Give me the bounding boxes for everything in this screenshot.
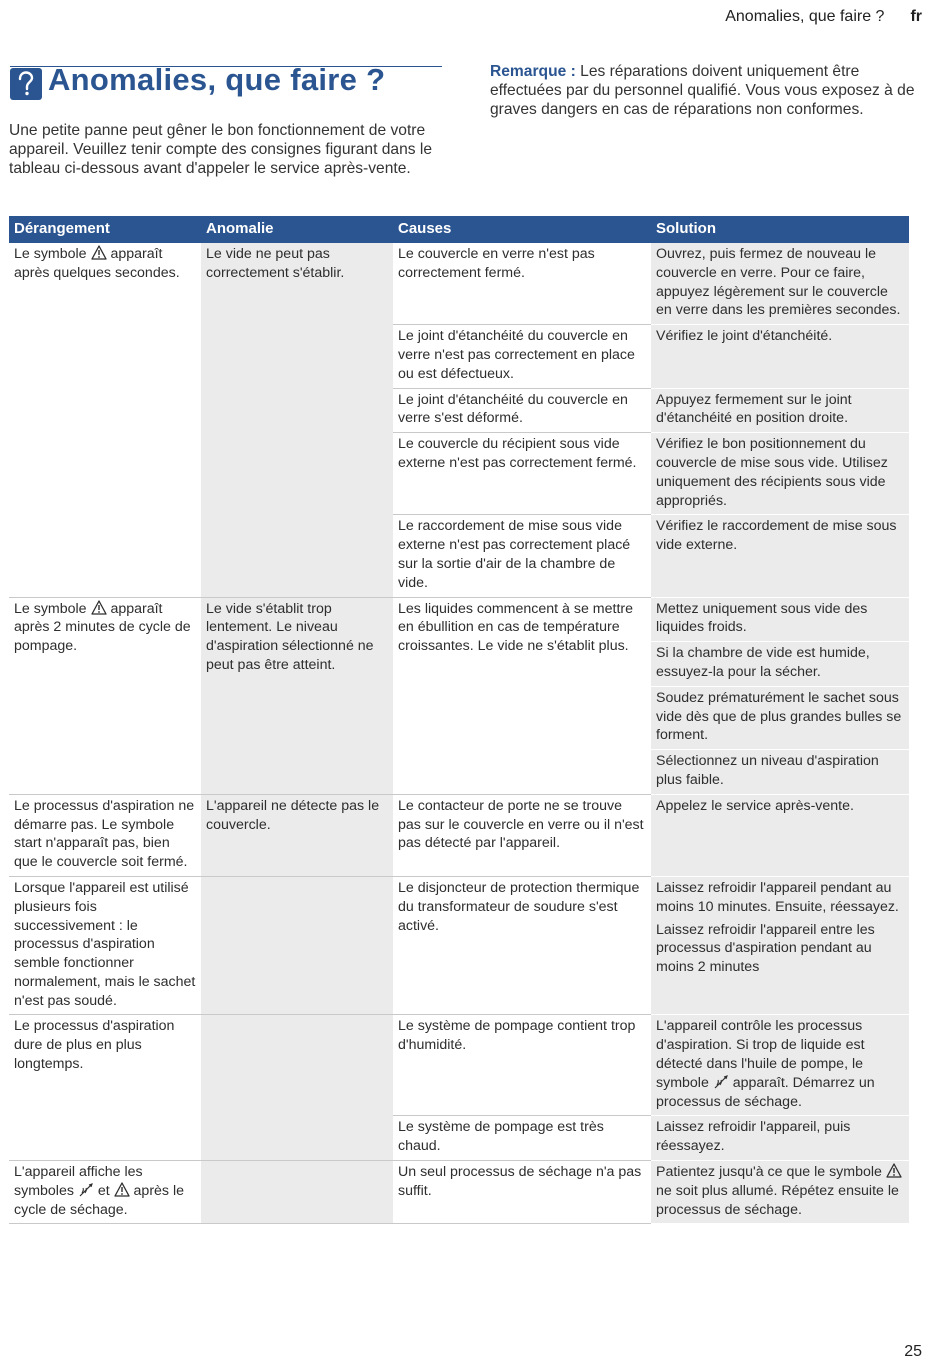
warning-icon	[114, 1183, 130, 1199]
fault-cell	[9, 243, 201, 597]
header-fault: Dérangement	[9, 216, 201, 243]
solution-cell	[651, 325, 909, 388]
text-segment: Le processus d'aspiration ne démarre pas. Le symbole start n'apparaît pas, bien que le couvercle soit fermé.	[14, 797, 195, 871]
text-segment: Le processus d'aspiration dure de plus en plus longtemps.	[14, 1018, 175, 1073]
anomaly-cell: L'appareil ne détecte pas le couvercle.	[201, 794, 393, 876]
fault-cell	[9, 794, 201, 876]
fault-cell	[9, 597, 201, 794]
anomaly-cell	[201, 1161, 393, 1224]
text-segment: et	[93, 1182, 114, 1199]
text-segment: Lorsque l'appareil est utilisé plusieurs fois successivement : le processus d'aspiration semble fonctionner normalement, mais le sachet n'est pas soudé.	[14, 879, 196, 1009]
table-row	[9, 876, 909, 1015]
text-segment: ne soit plus allumé. Répétez ensuite le processus de séchage.	[656, 1182, 899, 1218]
table-row	[9, 1161, 909, 1224]
table-body	[9, 243, 909, 1224]
anomaly-cell	[201, 1015, 393, 1161]
table-row	[9, 794, 909, 876]
running-header	[725, 8, 922, 26]
troubleshooting-table	[9, 216, 909, 1224]
cause-cell: Le couvercle du récipient sous vide externe n'est pas correctement fermé.	[393, 433, 651, 515]
header-solution: Solution	[651, 216, 909, 243]
table-header-row	[9, 216, 909, 243]
table-row	[9, 1015, 909, 1116]
solution-cell	[651, 433, 909, 515]
dry-icon	[78, 1183, 94, 1199]
question-icon	[10, 68, 42, 100]
solution-cell	[651, 1116, 909, 1161]
fault-cell	[9, 876, 201, 1015]
anomaly-cell	[201, 876, 393, 1015]
dry-icon	[713, 1075, 729, 1091]
anomaly-cell: Le vide ne peut pas correctement s'établir.	[201, 243, 393, 597]
text-segment: L'appareil contrôle les processus d'aspiration. Si trop de liquide est détecté dans l'huile de pompe, le symbole	[656, 1018, 865, 1091]
solution-cell	[651, 1161, 909, 1224]
page-title: Anomalies, que faire ?	[48, 62, 386, 97]
note-paragraph	[490, 62, 920, 119]
solution-text: Appuyez fermement sur le joint d'étanchéité en position droite.	[656, 391, 852, 427]
cause-cell: Le joint d'étanchéité du couvercle en verre s'est déformé.	[393, 388, 651, 433]
solution-cell: Si la chambre de vide est humide, essuyez-la pour la sécher.	[651, 642, 909, 687]
note-label: Remarque :	[490, 63, 576, 80]
warning-icon	[91, 601, 107, 617]
table-row	[9, 597, 909, 642]
text-segment: apparaît après quelques secondes.	[14, 246, 180, 281]
language-code: fr	[910, 8, 922, 25]
table-row	[9, 243, 909, 325]
solution-text: Vérifiez le joint d'étanchéité.	[656, 328, 833, 345]
intro-paragraph: Une petite panne peut gêner le bon fonctionnement de votre appareil. Veuillez tenir compte des consignes figurant dans le tableau ci-dessous avant d'appeler le service après-vente.	[9, 122, 433, 177]
text-segment: après le cycle de séchage.	[14, 1182, 185, 1218]
solution-cell: Soudez prématurément le sachet sous vide dès que de plus grandes bulles se forment.	[651, 686, 909, 749]
text-segment: apparaît. Démarrez un processus de séchage.	[656, 1074, 875, 1110]
header-anomaly: Anomalie	[201, 216, 393, 243]
fault-cell	[9, 1015, 201, 1161]
text-segment: Patientez jusqu'à ce que le symbole	[656, 1164, 886, 1181]
solution-cell	[651, 388, 909, 433]
solution-text: Laissez refroidir l'appareil entre les processus d'aspiration pendant au moins 2 minutes	[656, 921, 875, 976]
cause-cell: Le système de pompage est très chaud.	[393, 1116, 651, 1161]
anomaly-cell: Le vide s'établit trop lentement. Le niveau d'aspiration sélectionné ne peut pas être atteint.	[201, 597, 393, 794]
page-number: 25	[904, 1343, 922, 1360]
cause-cell: Le raccordement de mise sous vide externe n'est pas correctement placé sur la sortie d'air de la chambre de vide.	[393, 515, 651, 597]
cause-cell: Le système de pompage contient trop d'humidité.	[393, 1015, 651, 1116]
text-segment: Le symbole	[14, 600, 91, 617]
solution-text: Ouvrez, puis fermez de nouveau le couvercle en verre. Pour ce faire, appuyez légèrement sur le couvercle en verre dans les premières secondes.	[656, 246, 901, 319]
solution-cell	[651, 794, 909, 876]
cause-cell: Le joint d'étanchéité du couvercle en verre n'est pas correctement en place ou est défectueux.	[393, 325, 651, 388]
solution-text: Vérifiez le bon positionnement du couvercle de mise sous vide. Utilisez uniquement des récipients sous vide appropriés.	[656, 436, 888, 509]
text-segment: apparaît après 2 minutes de cycle de pompage.	[14, 600, 191, 655]
solution-cell	[651, 243, 909, 325]
solution-text: Laissez refroidir l'appareil, puis réessayez.	[656, 1119, 851, 1155]
text-segment: L'appareil affiche les symboles	[14, 1164, 143, 1199]
warning-icon	[91, 246, 107, 262]
cause-cell: Le contacteur de porte ne se trouve pas sur le couvercle en verre ou il n'est pas détecté par l'appareil.	[393, 794, 651, 876]
warning-icon	[886, 1164, 902, 1180]
solution-text: Laissez refroidir l'appareil pendant au moins 10 minutes. Ensuite, réessayez.	[656, 879, 899, 915]
text-segment: Le symbole	[14, 246, 91, 262]
fault-cell	[9, 1161, 201, 1224]
running-header-title: Anomalies, que faire ?	[725, 8, 885, 25]
solution-cell: Sélectionnez un niveau d'aspiration plus faible.	[651, 750, 909, 795]
cause-cell: Un seul processus de séchage n'a pas suffit.	[393, 1161, 651, 1224]
cause-cell: Les liquides commencent à se mettre en ébullition en cas de température croissantes. Le vide ne s'établit plus.	[393, 597, 651, 794]
solution-cell: Mettez uniquement sous vide des liquides froids.	[651, 597, 909, 642]
cause-cell: Le disjoncteur de protection thermique du transformateur de soudure s'est activé.	[393, 876, 651, 1015]
header-causes: Causes	[393, 216, 651, 243]
note-text: Les réparations doivent uniquement être effectuées par du personnel qualifié. Vous vous exposez à de graves dangers en cas de réparations non conformes.	[490, 63, 915, 118]
solution-cell	[651, 1015, 909, 1116]
solution-cell	[651, 515, 909, 597]
solution-text: Appelez le service après-vente.	[656, 797, 854, 814]
solution-cell	[651, 876, 909, 1015]
solution-text: Vérifiez le raccordement de mise sous vide externe.	[656, 518, 897, 554]
cause-cell: Le couvercle en verre n'est pas correctement fermé.	[393, 243, 651, 325]
